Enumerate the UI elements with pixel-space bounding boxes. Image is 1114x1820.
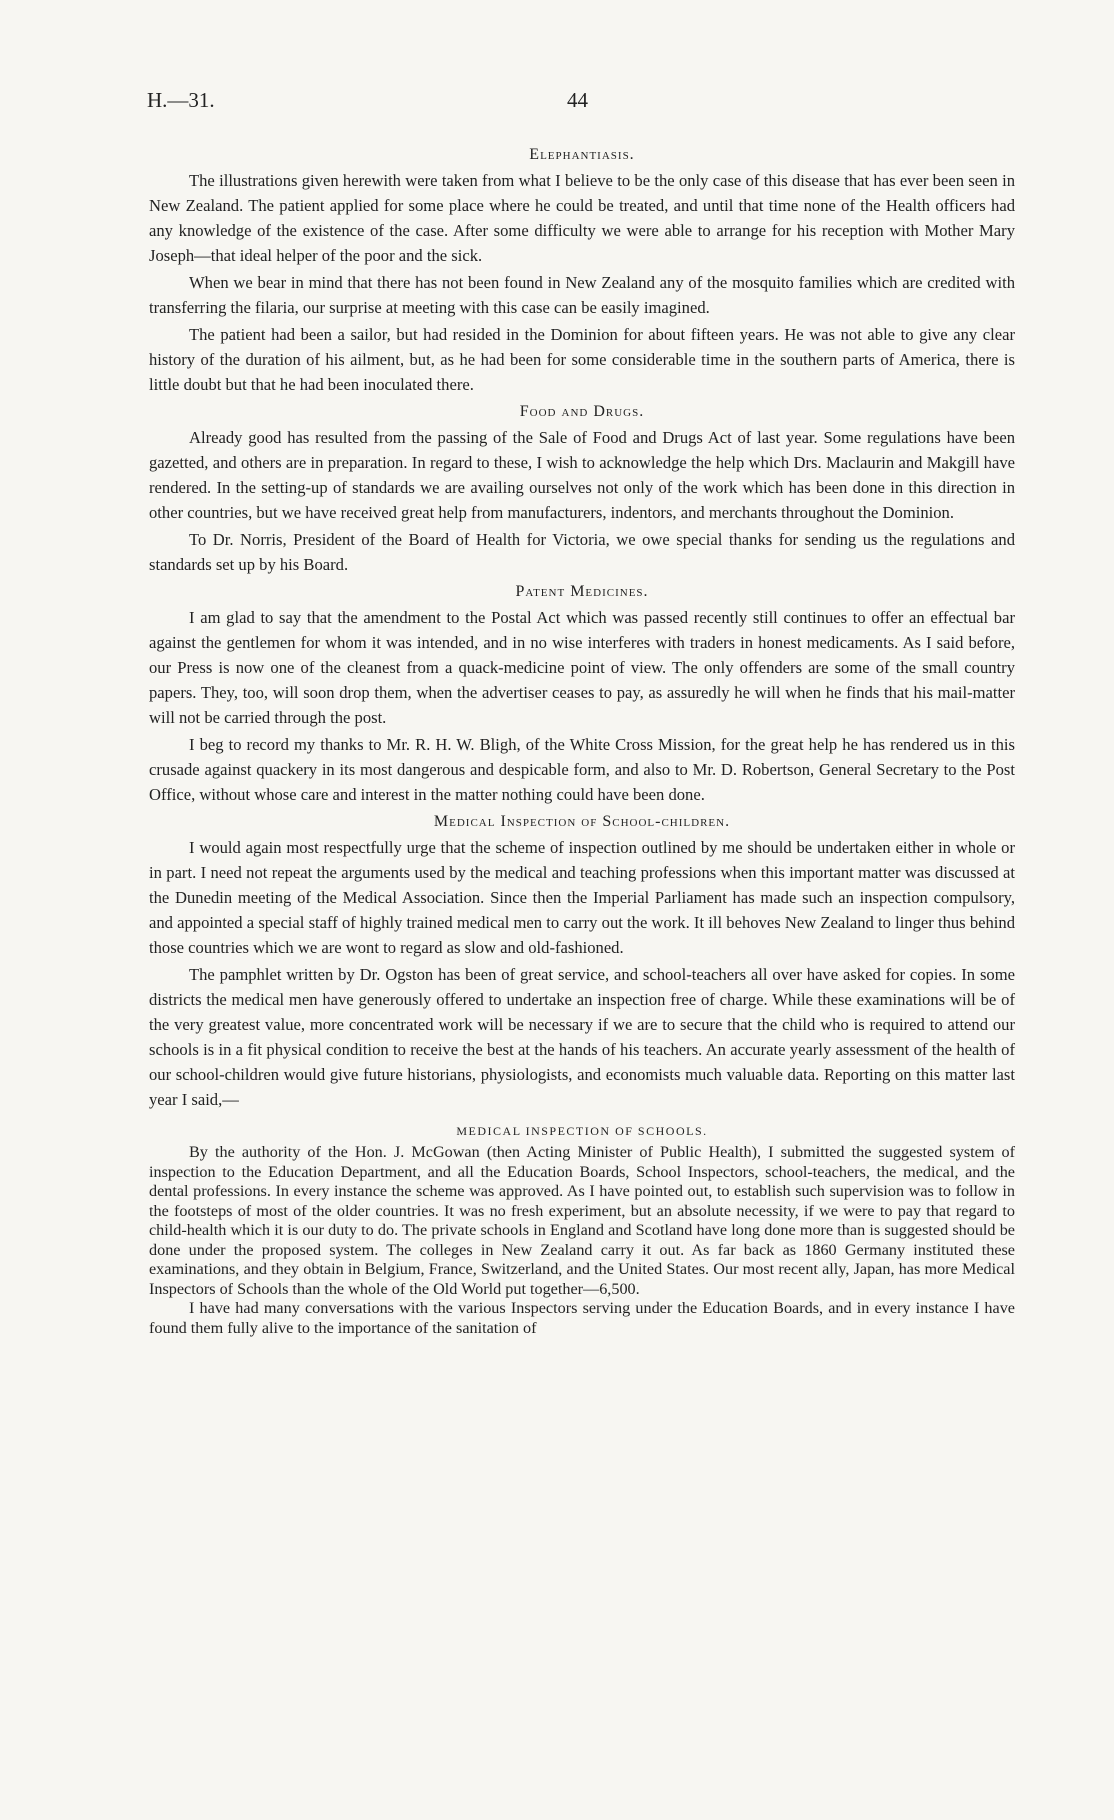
page-number: 44	[567, 88, 588, 112]
paragraph: The patient had been a sailor, but had resided in the Dominion for about fifteen years. He was not able to give any clear history of the duration of his ailment, but, as he had been for some considerable time in the southern parts of America, there is little doubt but that he had been inoculated there.	[149, 325, 1015, 394]
quoted-section-heading: MEDICAL INSPECTION OF SCHOOLS.	[456, 1124, 708, 1138]
quoted-paragraph: I have had many conversations with the various Inspectors serving under the Education Boards, and in every instance I have found them fully alive to the importance of the sanitation of	[149, 1299, 1015, 1337]
paragraph: I beg to record my thanks to Mr. R. H. W. Bligh, of the White Cross Mission, for the great help he has rendered us in this crusade against quackery in its most dangerous and despicable form, and also to Mr. D. Robertson, General Secretary to the Post Office, without whose care and interest in the matter nothing could have been done.	[149, 735, 1015, 804]
section-heading-medical-inspection: Medical Inspection of School-children.	[433, 813, 731, 830]
paragraph: When we bear in mind that there has not been found in New Zealand any of the mosquito families which are credited with transferring the filaria, our surprise at meeting with this case can be easily imagined.	[149, 273, 1015, 317]
paragraph: I am glad to say that the amendment to the Postal Act which was passed recently still continues to offer an effectual bar against the gentlemen for whom it was intended, and in no wise interferes with traders in honest medicaments. As I said before, our Press is now one of the cleanest from a quack-medicine point of view. The only offenders are some of the small country papers. They, too, will soon drop them, when the advertiser ceases to pay, as assuredly he will when he finds that his mail-matter will not be carried through the post.	[149, 608, 1015, 727]
document-reference: H.—31.	[147, 88, 215, 112]
section-heading-food-and-drugs: Food and Drugs.	[519, 403, 645, 420]
paragraph: To Dr. Norris, President of the Board of Health for Victoria, we owe special thanks for sending us the regulations and standards set up by his Board.	[149, 530, 1015, 574]
paragraph: I would again most respectfully urge that the scheme of inspection outlined by me should be undertaken either in whole or in part. I need not repeat the arguments used by the medical and teaching professions when this important matter was discussed at the Dunedin meeting of the Medical Association. Since then the Imperial Parliament has made such an inspection compulsory, and appointed a special staff of highly trained medical men to carry out the work. It ill behoves New Zealand to linger thus behind those countries which we are wont to regard as slow and old-fashioned.	[149, 838, 1015, 957]
paragraph: The illustrations given herewith were taken from what I believe to be the only case of this disease that has ever been seen in New Zealand. The patient applied for some place where he could be treated, and until that time none of the Health officers had any knowledge of the existence of the case. After some difficulty we were able to arrange for his reception with Mother Mary Joseph—that ideal helper of the poor and the sick.	[149, 171, 1015, 265]
quoted-paragraph: By the authority of the Hon. J. McGowan (then Acting Minister of Public Health), I submitted the suggested system of inspection to the Education Department, and all the Education Boards, School Inspectors, school-teachers, the medical, and the dental professions. In every instance the scheme was approved. As I have pointed out, to establish such supervision was to follow in the footsteps of most of the older countries. It was no fresh experiment, but an absolute necessity, if we were to pay that regard to child-health which it is our duty to do. The private schools in England and Scotland have long done more than is suggested should be done under the proposed system. The colleges in New Zealand carry it out. As far back as 1860 Germany instituted these examinations, and they obtain in Belgium, France, Switzerland, and the United States. Our most recent ally, Japan, has more Medical Inspectors of Schools than the whole of the Old World put together—6,500.	[149, 1143, 1015, 1298]
section-heading-elephantiasis: Elephantiasis.	[529, 146, 635, 163]
paragraph: Already good has resulted from the passing of the Sale of Food and Drugs Act of last year. Some regulations have been gazetted, and others are in preparation. In regard to these, I wish to acknowledge the help which Drs. Maclaurin and Makgill have rendered. In the setting-up of standards we are availing ourselves not only of the work which has been done in this direction in other countries, but we have received great help from manufacturers, indentors, and merchants throughout the Dominion.	[149, 428, 1015, 522]
section-heading-patent-medicines: Patent Medicines.	[515, 583, 649, 600]
paragraph: The pamphlet written by Dr. Ogston has been of great service, and school-teachers all over have asked for copies. In some districts the medical men have generously offered to undertake an inspection free of charge. While these examinations will be of the very greatest value, more concentrated work will be necessary if we are to secure that the child who is required to attend our schools is in a fit physical condition to receive the best at the hands of his teachers. An accurate yearly assessment of the health of our school-children would give future historians, physiologists, and economists much valuable data. Reporting on this matter last year I said,—	[149, 965, 1015, 1109]
page-body	[149, 140, 1015, 1338]
